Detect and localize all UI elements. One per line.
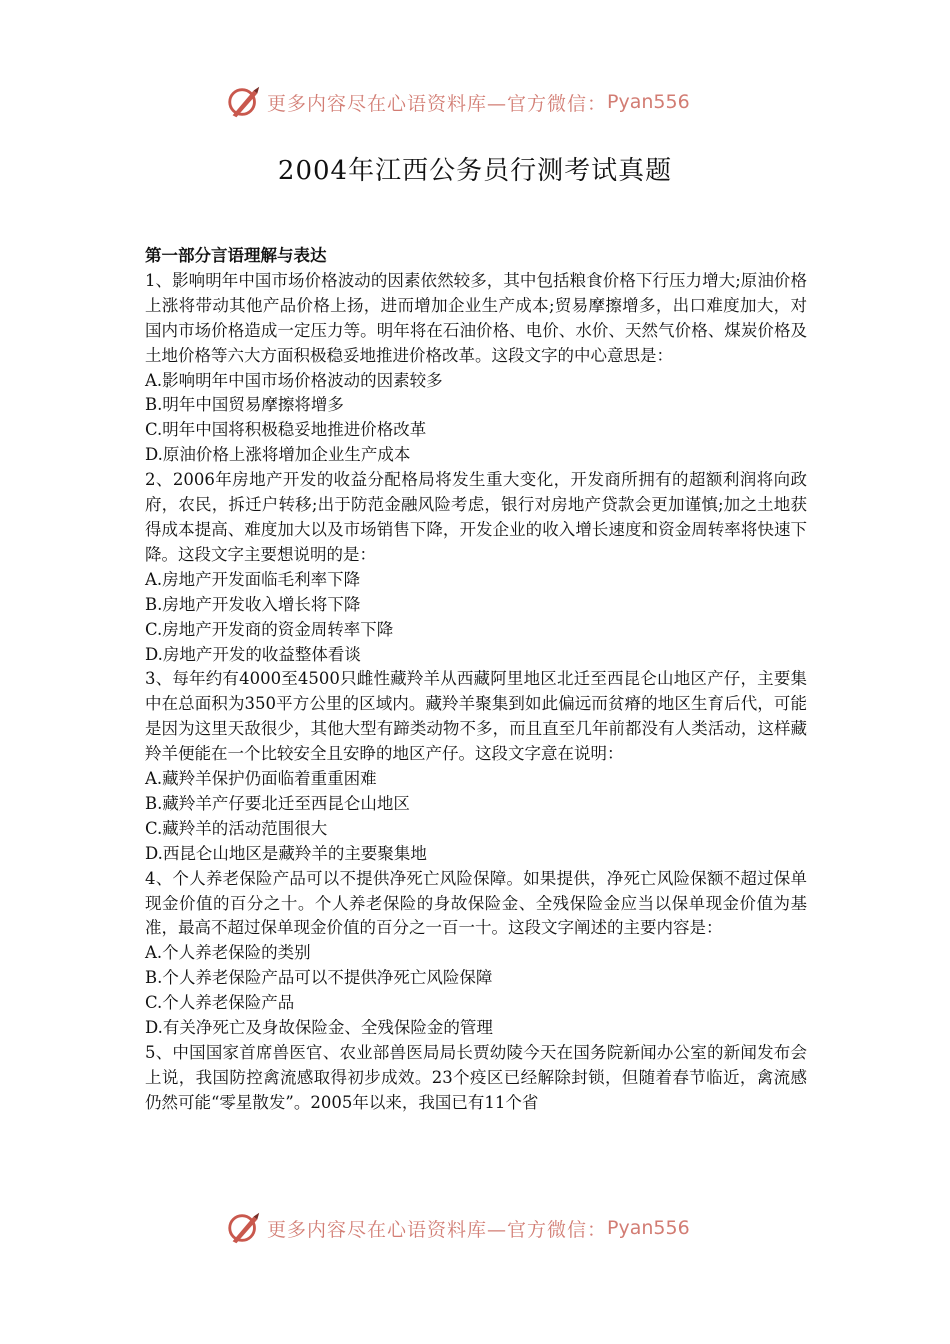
- option-a: A.影响明年中国市场价格波动的因素较多: [145, 370, 443, 390]
- question-stem: 4、个人养老保险产品可以不提供净死亡风险保障。如果提供，净死亡风险保额不超过保单现金价值的百分之十。个人养老保险的身故保险金、全残保险金应当以保单现金价值为基准，最高不超过保单现金价值的百分之一百一十。这段文字阐述的主要内容是：: [145, 868, 807, 938]
- question-stem: 2、2006年房地产开发的收益分配格局将发生重大变化，开发商所拥有的超额利润将向政府，农民，拆迁户转移;出于防范金融风险考虑，银行对房地产贷款会更加谨慎;加之土地获得成本提高、难度加大以及市场销售下降，开发企业的收入增长速度和资金周转率将快速下降。这段文字主要想说明的是：: [145, 470, 807, 564]
- option-c: C.房地产开发商的资金周转率下降: [145, 619, 394, 639]
- option-c: C.明年中国将积极稳妥地推进价格改革: [145, 420, 427, 440]
- option-d: D.有关净死亡及身故保险金、全残保险金的管理: [145, 1018, 493, 1038]
- question-2: [145, 468, 807, 667]
- question-stem: 1、影响明年中国市场价格波动的因素依然较多，其中包括粮食价格下行压力增大;原油价格上涨将带动其他产品价格上扬，进而增加企业生产成本;贸易摩擦增多，出口难度加大，对国内市场价格造成一定压力等。明年将在石油价格、电价、水价、天然气价格、煤炭价格及土地价格等六大方面积极稳妥地推进价格改革。这段文字的中心意思是：: [145, 270, 807, 365]
- question-5: [145, 1041, 807, 1116]
- option-b: B.个人养老保险产品可以不提供净死亡风险保障: [145, 968, 493, 988]
- banner-text: 更多内容尽在心语资料库—官方微信：: [267, 1218, 608, 1241]
- option-b: B.房地产开发收入增长将下降: [145, 594, 361, 614]
- page-title: 2004年江西公务员行测考试真题: [277, 156, 673, 186]
- option-c: C.个人养老保险产品: [145, 993, 295, 1013]
- question-stem: 3、每年约有4000至4500只雌性藏羚羊从西藏阿里地区北迁至西昆仑山地区产仔，主要集中在总面积为350平方公里的区域内。藏羚羊聚集到如此偏远而贫瘠的地区生育后代，可能是因为这里天敌很少，其他大型有蹄类动物不多，而且直至几年前都没有人类活动，这样藏羚羊便能在一个比较安全且安睁的地区产仔。这段文字意在说明：: [145, 669, 807, 764]
- footer-banner: [225, 1208, 725, 1248]
- section-heading: 第一部分言语理解与表达: [145, 246, 327, 265]
- question-4: [145, 867, 807, 1041]
- question-3: [145, 667, 807, 866]
- question-stem: 5、中国国家首席兽医官、农业部兽医局局长贾幼陵今天在国务院新闻办公室的新闻发布会上说，我国防控禽流感取得初步成效。23个疫区已经解除封锁，但随着春节临近，禽流感仍然可能“零星散发”。2005年以来，我国已有11个省: [145, 1043, 807, 1112]
- option-b: B.藏羚羊产仔要北迁至西昆仑山地区: [145, 793, 410, 813]
- option-a: A.个人养老保险的类别: [145, 943, 311, 963]
- option-a: A.藏羚羊保护仍面临着重重困难: [145, 769, 377, 789]
- banner-text: 更多内容尽在心语资料库—官方微信：: [267, 92, 608, 115]
- option-c: C.藏羚羊的活动范围很大: [145, 818, 328, 838]
- option-d: D.原油价格上涨将增加企业生产成本: [145, 445, 411, 465]
- header-banner: [225, 82, 725, 122]
- document-body: [145, 244, 807, 1116]
- option-d: D.西昆仑山地区是藏羚羊的主要聚集地: [145, 843, 427, 863]
- banner-wechat: Pyan556: [607, 91, 690, 113]
- banner-wechat: Pyan556: [607, 1217, 690, 1239]
- pen-logo-icon: [225, 83, 263, 121]
- pen-logo-icon: [225, 1209, 263, 1247]
- question-1: [145, 269, 807, 468]
- option-d: D.房地产开发的收益整体看谈: [145, 644, 361, 664]
- option-a: A.房地产开发面临毛利率下降: [145, 569, 361, 589]
- option-b: B.明年中国贸易摩擦将增多: [145, 395, 344, 415]
